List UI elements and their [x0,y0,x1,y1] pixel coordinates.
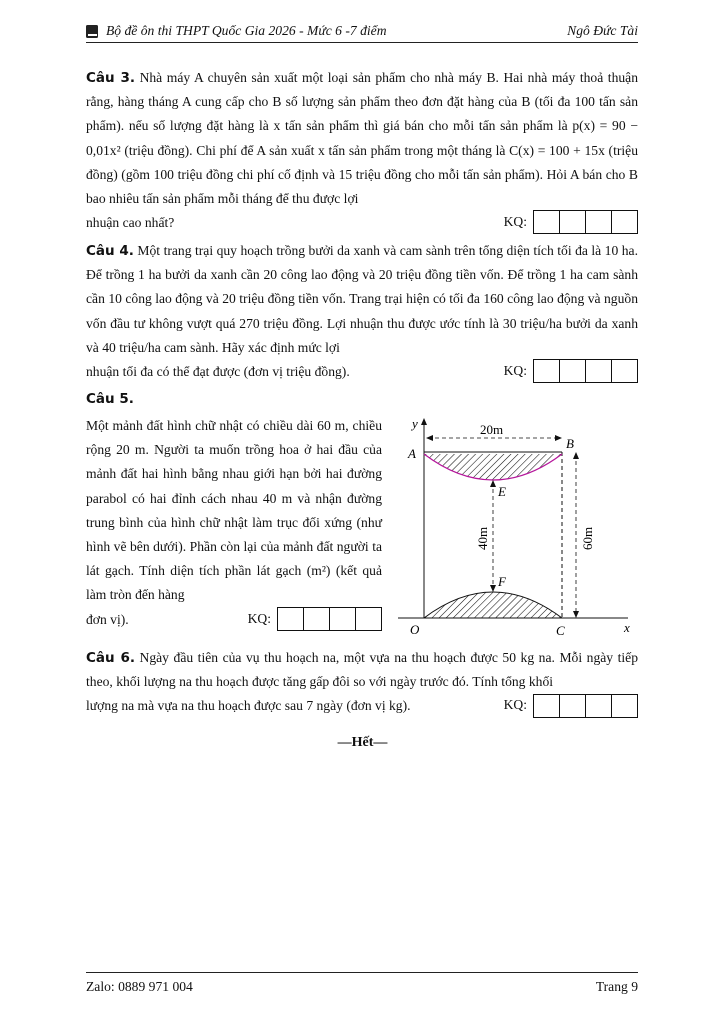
kq-label: KQ: [503,363,527,379]
point-b-label: B [566,436,574,451]
kq-label: KQ: [503,697,527,713]
question-6 [86,646,638,718]
header-author: Ngô Đức Tài [567,23,638,38]
y-axis-label: y [412,416,418,431]
point-e-label: E [498,484,506,499]
question-3 [86,66,638,235]
page-header [86,22,638,43]
middle-label: 40m [475,526,490,550]
question-5 [86,414,382,632]
question-3-text: Nhà máy A chuyên sản xuất một loại sản phẩm cho nhà máy B. Hai nhà máy thoả thuận rằng, hàng tháng A cung cấp cho B số lượng sản phẩm theo đơn đặt hàng của B (tối đa 100 tấn sản phẩm). nếu số lượng đặt hàng là x tấn sản phẩm thì giá bán cho mỗi tấn sản phẩm là p(x) = 90 − 0,01x² (triệu đồng). Chi phí để A sản xuất x tấn sản phẩm trong một tháng là C(x) = 100 + 15x (triệu đồng) (gồm 100 triệu đồng chi phí cố định và 15 triệu đồng cho mỗi tấn sản phẩm). Hỏi A bán cho B bao nhiêu tấn sản phẩm mỗi tháng để thu được lợi [86,70,638,207]
end-marker: —Hết— [337,735,388,750]
origin-label: O [410,622,420,637]
question-3-answer [504,210,638,234]
kq-label: KQ: [247,610,271,626]
question-5-last-line: đơn vị). [86,611,129,627]
footer-page-number: Trang 9 [595,979,638,994]
question-4-text: Một trang trại quy hoạch trồng bưởi da xanh và cam sành trên tổng diện tích tối đa là 10 ha. Để trồng 1 ha bưởi da xanh cần 20 công lao động và 20 triệu đồng tiền vốn. Để trồng 1 ha cam sành cần 10 công lao động và 20 triệu đồng tiền vốn. Trang trại hiện có tối đa 160 công lao động và nguồn vốn đầu tư không vượt quá 270 triệu đồng. Lợi nhuận thu được ước tính là 30 triệu/ha bưởi da xanh và 40 triệu/ha cam sành. Hãy xác định mức lợi [86,243,638,355]
question-6-answer [504,693,638,717]
question-6-label: Câu 6. [86,650,135,666]
question-6-text: Ngày đầu tiên của vụ thu hoạch na, một vựa na thu hoạch được 50 kg na. Mỗi ngày tiếp theo, khối lượng na thu hoạch được tăng gấp đôi so với ngày trước đó. Tính tổng khối [86,650,638,690]
answer-boxes[interactable] [533,359,638,383]
answer-boxes[interactable] [533,694,638,718]
question-5-label: Câu 5. [86,391,134,407]
question-6-last-line: lượng na mà vựa na thu hoạch được sau 7 ngày (đơn vị kg). [86,698,411,714]
question-4-answer [504,359,638,383]
question-5-answer [248,607,382,631]
point-a-label: A [408,446,416,461]
header-title: Bộ đề ôn thi THPT Quốc Gia 2026 - Mức 6 -7 điểm [106,23,387,38]
page-footer [86,972,638,1001]
answer-boxes[interactable] [533,210,638,234]
answer-boxes[interactable] [277,607,382,631]
kq-label: KQ: [503,214,527,230]
height-label: 60m [580,526,595,550]
question-3-label: Câu 3. [86,70,136,86]
question-4-label: Câu 4. [86,243,134,259]
question-3-last-line: nhuận cao nhất? [86,215,175,231]
footer-zalo: Zalo: 0889 971 004 [86,979,193,994]
parabola-figure [388,414,640,642]
question-4-last-line: nhuận tối đa có thể đạt được (đơn vị triệu đồng). [86,364,350,380]
width-label: 20m [480,422,504,437]
book-icon [86,25,98,38]
point-c-label: C [556,623,565,638]
question-4 [86,239,638,384]
question-5-text: Một mảnh đất hình chữ nhật có chiều dài 60 m, chiều rộng 20 m. Người ta muốn trồng hoa ở hai đầu của mảnh đất hai hình bằng nhau giới hạn bởi hai đường parabol có hai đỉnh cách nhau 40 m và nhận đường trung bình của hình chữ nhật làm trục đối xứng (như hình vẽ bên dưới). Phần còn lại của mảnh đất người ta lát gạch. Tính diện tích phần lát gạch (m²) (kết quả làm tròn đến hàng [86,418,382,603]
bottom-flower-region [424,592,562,618]
x-axis-label: x [624,620,630,635]
point-f-label: F [498,574,506,589]
